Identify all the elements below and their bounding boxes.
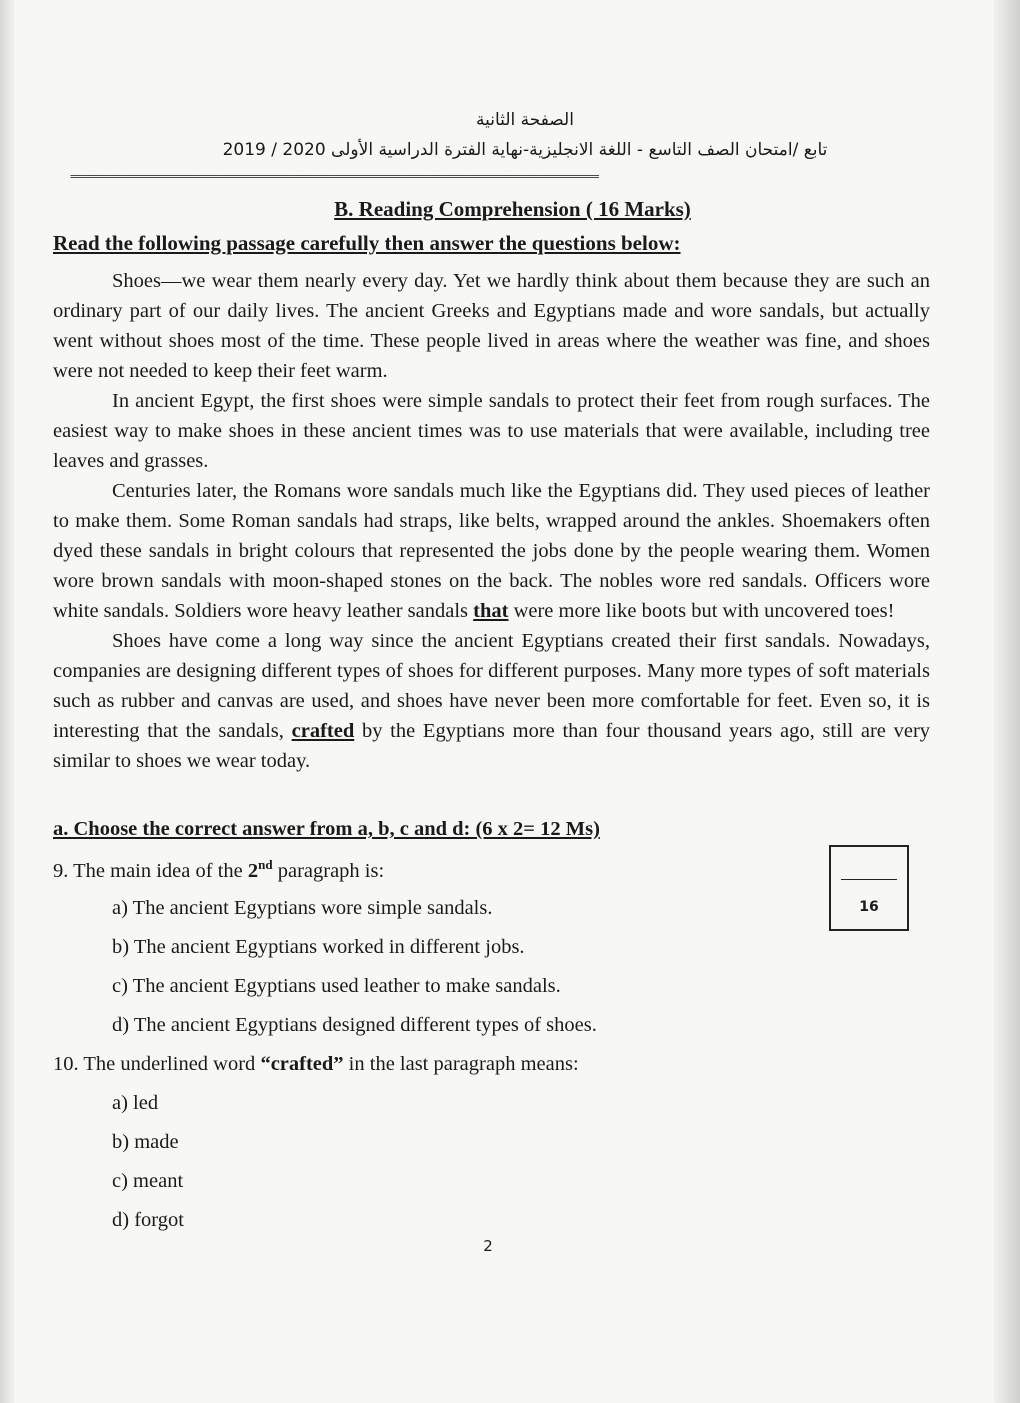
passage-paragraph-3 — [53, 476, 930, 626]
ordinal-number: 2 — [247, 859, 259, 882]
section-title: B. Reading Comprehension ( 16 Marks) — [334, 197, 691, 221]
q9-option-a[interactable]: a) The ancient Egyptians wore simple sandals. — [112, 897, 493, 919]
paragraph-4-text-end: by the Egyptians more than four thousand years ago, still are very similar to shoes we wear today. — [53, 720, 931, 772]
page-number — [0, 1237, 1020, 1255]
q9-option-c[interactable]: c) The ancient Egyptians used leather to make sandals. — [112, 975, 561, 997]
arabic-page-label: الصفحة الثانية — [476, 110, 574, 130]
paragraph-3-text-end: were more like boots but with uncovered toes! — [513, 600, 895, 622]
part-a-title: a. Choose the correct answer from a, b, c and d: (6 x 2= 12 Ms) — [53, 818, 600, 840]
instruction: Read the following passage carefully then answer the questions below: — [53, 231, 681, 255]
question-10-prefix: 10. The underlined word — [53, 1053, 256, 1075]
passage-paragraph-1: Shoes—we wear them nearly every day. Yet we hardly think about them because they are such an ordinary part of our daily lives. The ancient Greeks and Egyptians made and wore sandals, but actually went without shoes most of the time. These people lived in areas where the weather was fine, and shoes were not needed to keep their feet warm. — [53, 270, 930, 382]
question-10 — [53, 1053, 579, 1076]
paragraph-4-text: Shoes have come a long way since the ancient Egyptians created their first sandals. Nowadays, companies are designing different types of shoes for different purposes. Many more types of soft materials such as rubber and canvas are used, and shoes have never been more comfortable for feet. Even so, it is interesting that the sandals, — [53, 630, 930, 742]
passage-paragraph-2: In ancient Egypt, the first shoes were simple sandals to protect their feet from rough surfaces. The easiest way to make shoes in these ancient times was to use materials that were available, including tree leaves and grasses. — [53, 390, 930, 472]
quoted-word-crafted: “crafted” — [260, 1053, 344, 1075]
passage-paragraph-4 — [53, 626, 930, 776]
question-10-suffix: in the last paragraph means: — [348, 1053, 579, 1075]
q10-option-a[interactable]: a) led — [112, 1092, 159, 1114]
q10-option-b[interactable]: b) made — [112, 1131, 179, 1153]
q10-option-d[interactable]: d) forgot — [112, 1209, 184, 1231]
q10-option-c[interactable]: c) meant — [112, 1170, 184, 1192]
score-blank[interactable] — [841, 879, 897, 880]
question-9-prefix: 9. The main idea of the — [53, 859, 243, 882]
underlined-word-crafted: crafted — [291, 720, 355, 742]
arabic-exam-title: تابع /امتحان الصف التاسع - اللغة الانجليزية-نهاية الفترة الدراسية الأولى 2020 / 2019 — [222, 140, 828, 160]
ordinal-suffix: nd — [258, 857, 273, 872]
separator-line: ============================================================================================== — [70, 170, 599, 183]
q9-option-d[interactable]: d) The ancient Egyptians designed different types of shoes. — [112, 1014, 597, 1036]
marks-total: 16 — [859, 899, 879, 915]
reading-passage — [53, 266, 930, 776]
page-number-value: 2 — [483, 1237, 493, 1255]
underlined-word-that: that — [473, 600, 509, 622]
marks-box — [829, 845, 909, 931]
q9-option-b[interactable]: b) The ancient Egyptians worked in different jobs. — [112, 936, 525, 958]
question-9 — [53, 857, 384, 883]
question-9-suffix: paragraph is: — [277, 859, 385, 882]
paragraph-3-text: Centuries later, the Romans wore sandals much like the Egyptians did. They used pieces of leather to make them. Some Roman sandals had straps, like belts, wrapped around the ankles. Shoemakers often dyed these sandals in bright colours that represented the jobs done by the people wearing them. Women wore brown sandals with moon-shaped stones on the back. The nobles wore red sandals. Officers wore white sandals. Soldiers wore heavy leather sandals — [53, 480, 930, 622]
